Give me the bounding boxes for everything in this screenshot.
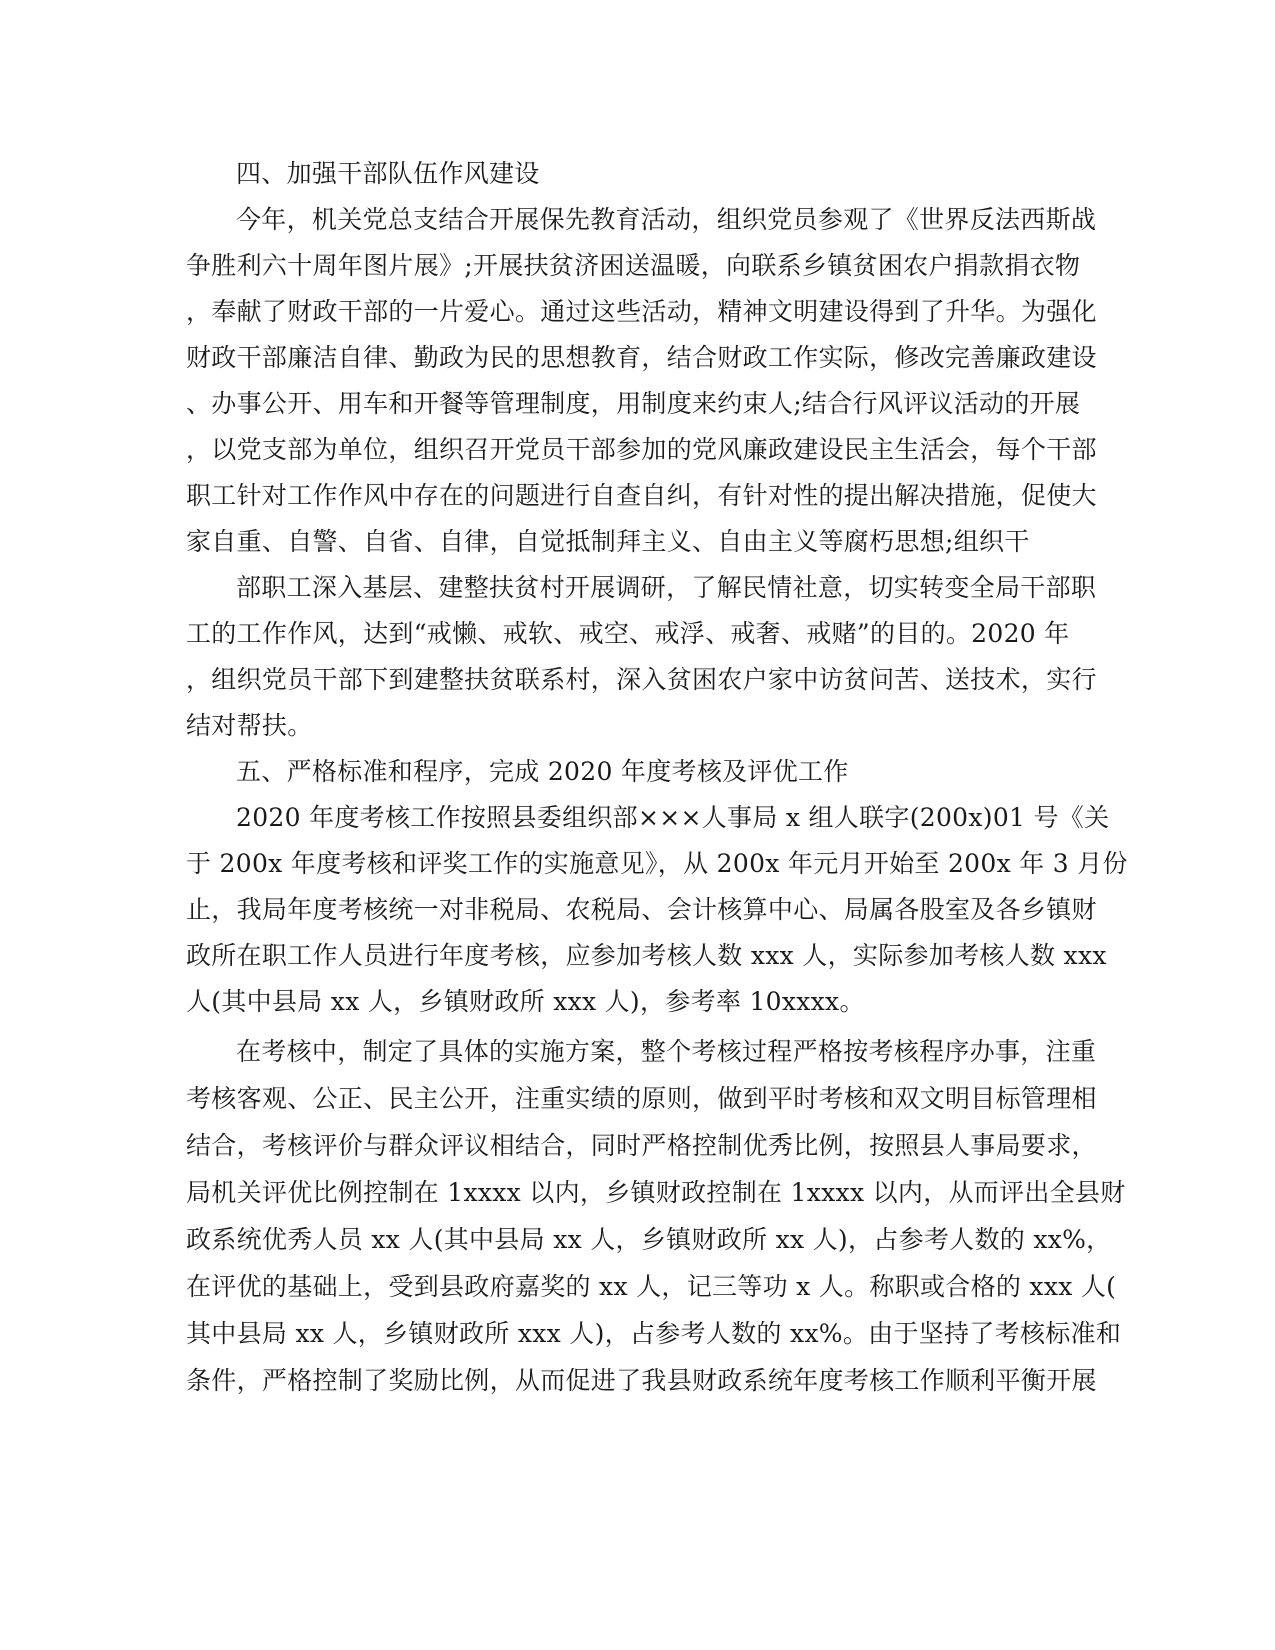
text-line: 考核客观、公正、民主公开，注重实绩的原则，做到平时考核和双文明目标管理相 (186, 1084, 1097, 1113)
text-line: 今年，机关党总支结合开展保先教育活动，组织党员参观了《世界反法西斯战 (236, 205, 1097, 234)
text-line: ，以党支部为单位，组织召开党员干部参加的党风廉政建设民主生活会，每个干部 (186, 435, 1097, 464)
section-heading-4: 四、加强干部队伍作风建设 (236, 159, 540, 188)
text-line: 、办事公开、用车和开餐等管理制度，用制度来约束人;结合行风评议活动的开展 (186, 389, 1081, 418)
text-line: 家自重、自警、自省、自律，自觉抵制拜主义、自由主义等腐朽思想;组织干 (186, 527, 1030, 556)
text-line: 在考核中，制定了具体的实施方案，整个考核过程严格按考核程序办事，注重 (236, 1037, 1097, 1066)
text-line: 条件，严格控制了奖励比例，从而促进了我县财政系统年度考核工作顺利平衡开展 (186, 1366, 1097, 1395)
text-line: 局机关评优比例控制在 1xxxx 以内，乡镇财政控制在 1xxxx 以内，从而评出全县财 (186, 1178, 1126, 1207)
section-heading-5: 五、严格标准和程序，完成 2020 年度考核及评优工作 (236, 757, 849, 786)
text-line: 结对帮扶。 (186, 711, 313, 740)
text-line: 财政干部廉洁自律、勤政为民的思想教育，结合财政工作实际，修改完善廉政建设 (186, 343, 1097, 372)
text-line: 在评优的基础上，受到县政府嘉奖的 xx 人，记三等功 x 人。称职或合格的 xxx 人( (186, 1272, 1117, 1301)
text-line: 工的工作作风，达到“戒懒、戒软、戒空、戒浮、戒奢、戒赌”的目的。2020 年 (186, 619, 1070, 648)
text-line: 职工针对工作作风中存在的问题进行自查自纠，有针对性的提出解决措施，促使大 (186, 481, 1097, 510)
text-line: 于 200x 年度考核和评奖工作的实施意见》，从 200x 年元月开始至 200x 年 3 月份 (186, 849, 1128, 878)
text-line: ，组织党员干部下到建整扶贫联系村，深入贫困农户家中访贫问苦、送技术，实行 (186, 665, 1097, 694)
text-line: 2020 年度考核工作按照县委组织部×××人事局 x 组人联字(200x)01 号《关 (236, 803, 1110, 832)
text-line: 其中县局 xx 人，乡镇财政所 xxx 人)，占参考人数的 xx%。由于坚持了考核标准和 (186, 1319, 1122, 1348)
text-line: 争胜利六十周年图片展》;开展扶贫济困送温暖，向联系乡镇贫困农户捐款捐衣物 (186, 251, 1081, 280)
text-line: 结合，考核评价与群众评议相结合，同时严格控制优秀比例，按照县人事局要求， (186, 1131, 1097, 1160)
text-line: ，奉献了财政干部的一片爱心。通过这些活动，精神文明建设得到了升华。为强化 (186, 297, 1097, 326)
text-line: 政所在职工作人员进行年度考核，应参加考核人数 xxx 人，实际参加考核人数 xxx (186, 941, 1107, 970)
text-line: 人(其中县局 xx 人，乡镇财政所 xxx 人)，参考率 10xxxx。 (186, 987, 865, 1016)
text-line: 部职工深入基层、建整扶贫村开展调研，了解民情社意，切实转变全局干部职 (236, 573, 1097, 602)
text-line: 止，我局年度考核统一对非税局、农税局、会计核算中心、局属各股室及各乡镇财 (186, 895, 1097, 924)
text-line: 政系统优秀人员 xx 人(其中县局 xx 人，乡镇财政所 xx 人)，占参考人数的 xx%， (186, 1225, 1112, 1254)
